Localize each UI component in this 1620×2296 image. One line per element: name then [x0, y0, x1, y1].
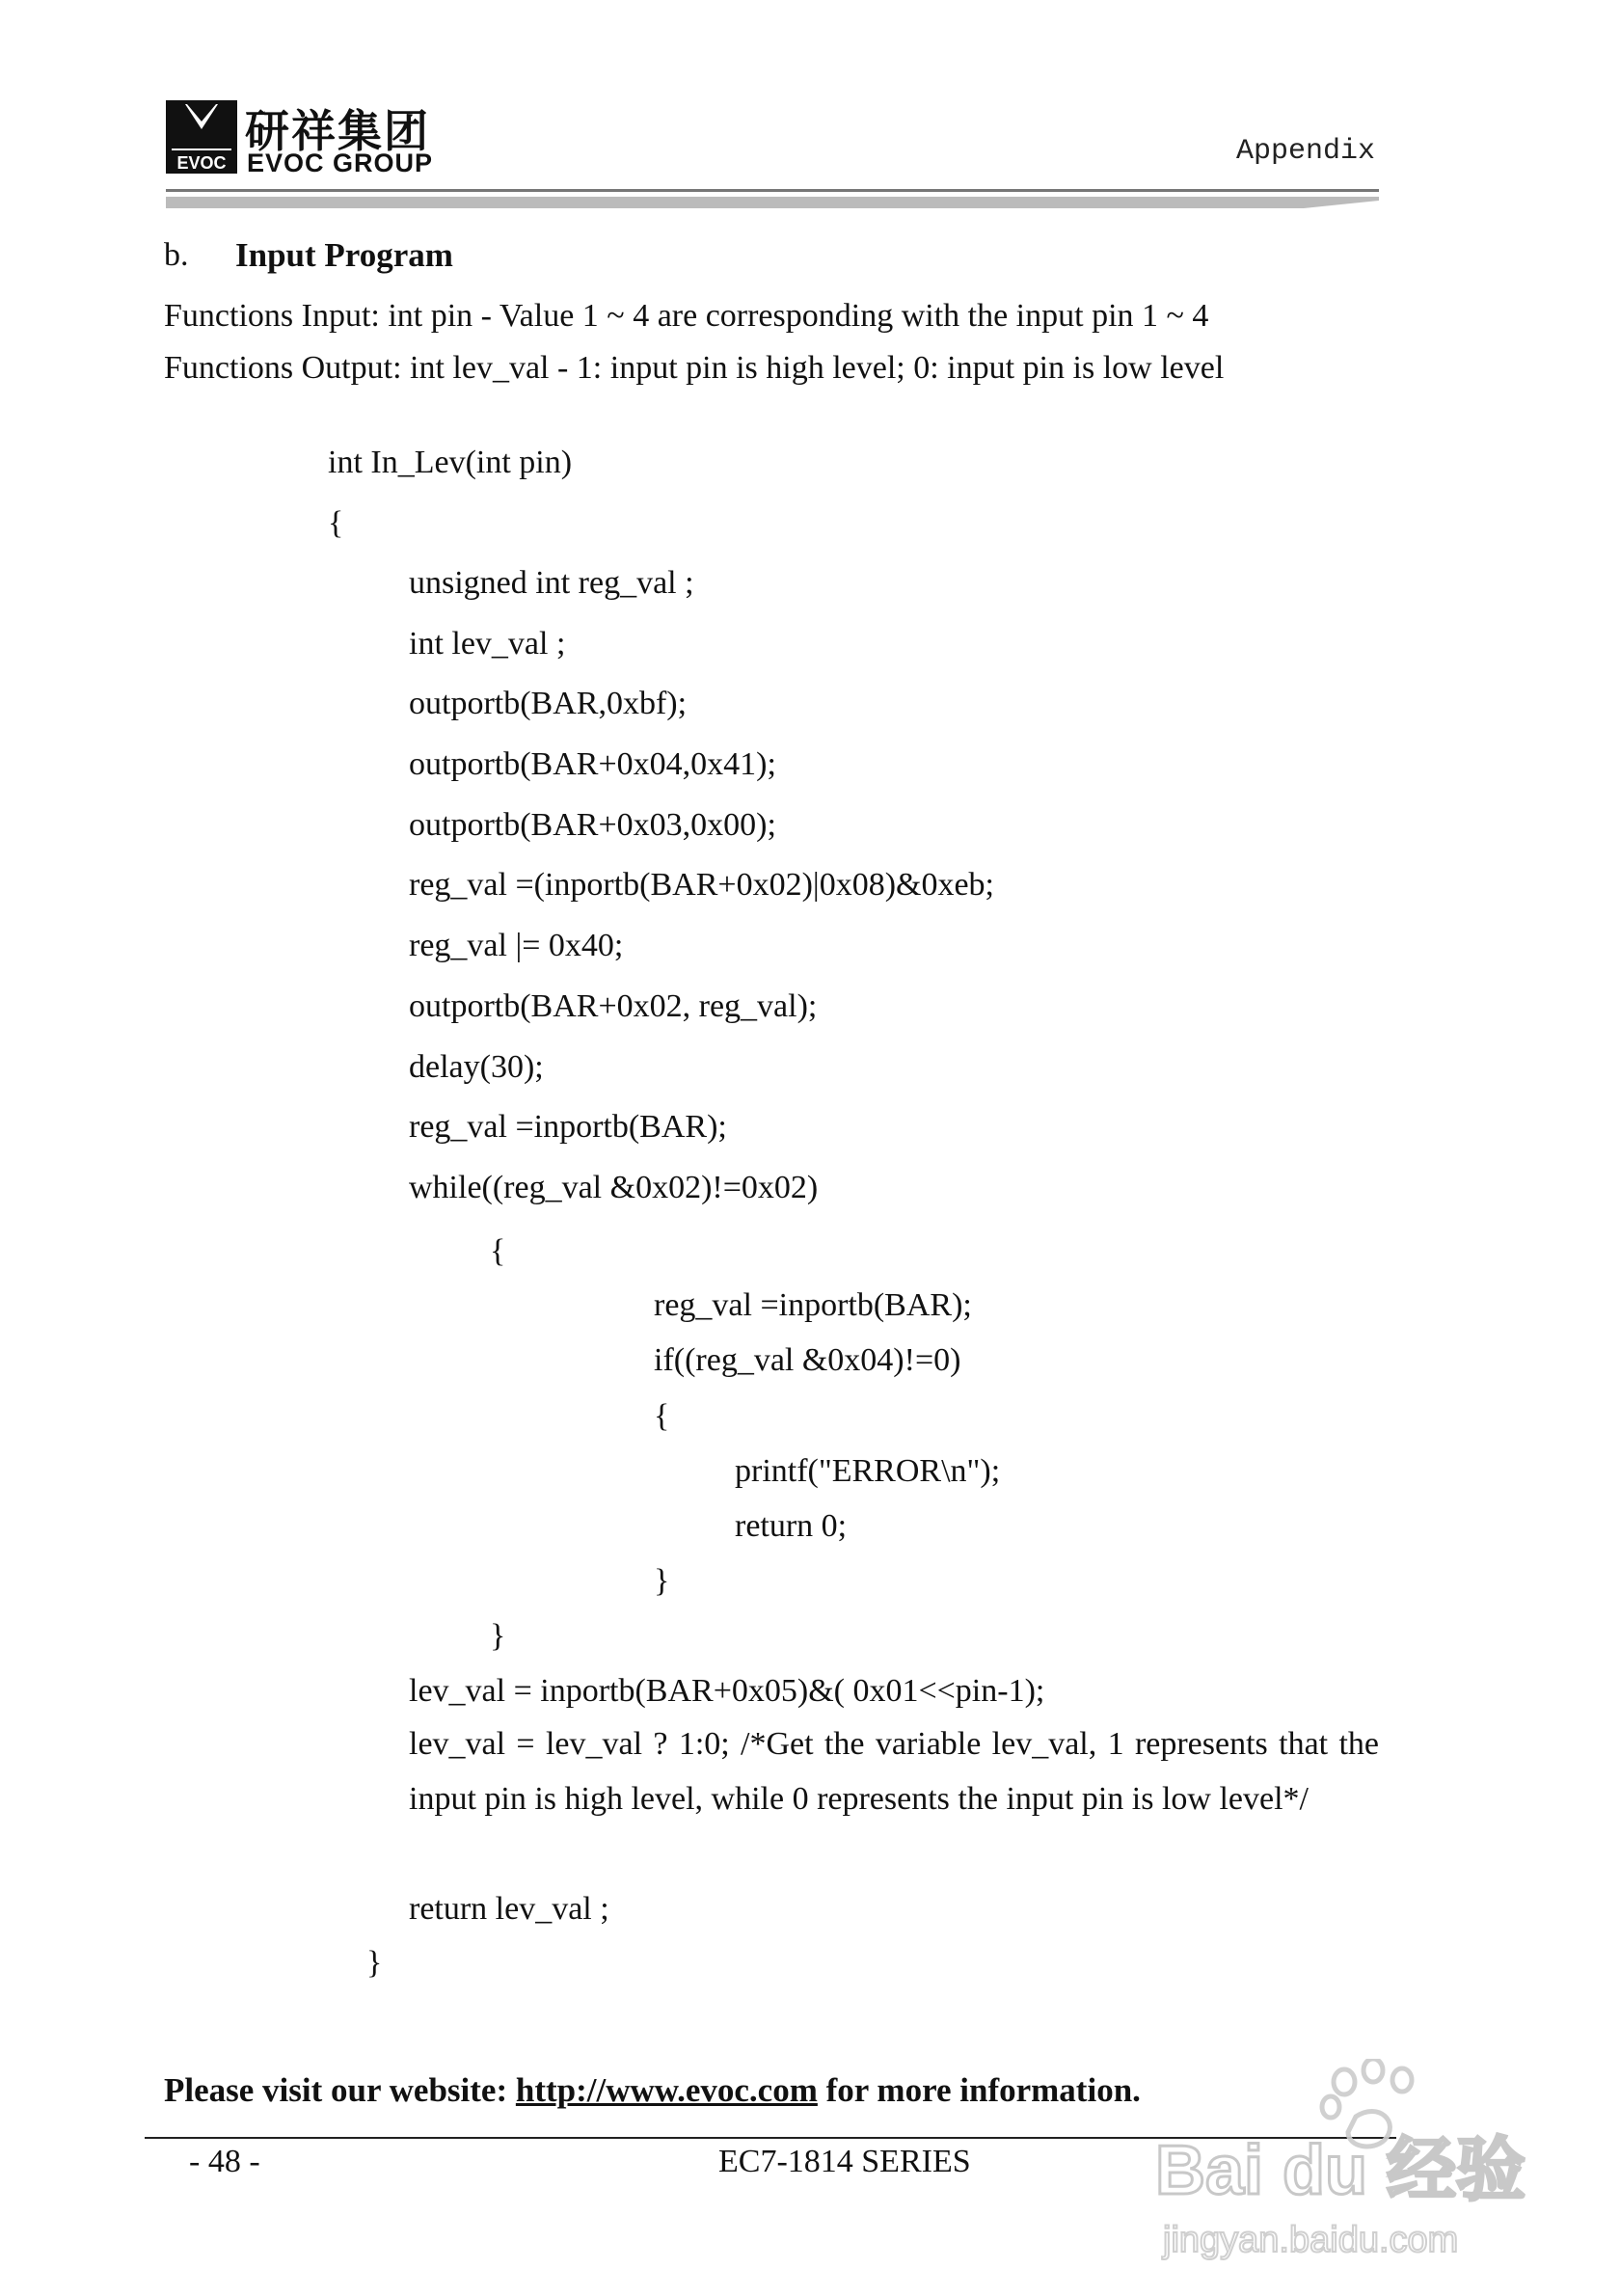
section-title: Appendix	[1235, 135, 1375, 168]
logo-chinese-name: 研祥集团	[245, 105, 430, 157]
header-rule	[166, 189, 1379, 208]
functions-input-text: Functions Input: int pin - Value 1 ~ 4 are corresponding with the input pin 1 ~ 4	[164, 298, 1209, 334]
page-number: - 48 -	[189, 2144, 260, 2179]
code-line: reg_val =inportb(BAR);	[654, 1287, 972, 1323]
website-notice-suffix: for more information.	[817, 2071, 1141, 2109]
code-line: outportb(BAR+0x02, reg_val);	[409, 988, 818, 1024]
code-line: {	[654, 1398, 670, 1434]
svg-text:EVOC: EVOC	[176, 153, 227, 173]
section-heading: Input Program	[235, 236, 453, 274]
code-line: if((reg_val &0x04)!=0)	[654, 1342, 961, 1378]
code-line: }	[654, 1563, 670, 1599]
evoc-logo	[166, 100, 455, 177]
code-line: printf("ERROR\n");	[735, 1453, 1001, 1489]
website-notice-prefix: Please visit our website:	[164, 2071, 516, 2109]
code-line: int lev_val ;	[409, 626, 566, 662]
code-line: delay(30);	[409, 1049, 544, 1085]
code-line: while((reg_val &0x02)!=0x02)	[409, 1170, 819, 1205]
code-line: outportb(BAR+0x03,0x00);	[409, 807, 776, 843]
svg-text:jingyan.baidu.com: jingyan.baidu.com	[1163, 2220, 1459, 2260]
evoc-logo-mark-icon	[166, 100, 237, 174]
baidu-watermark	[1149, 2059, 1535, 2271]
website-notice	[164, 2071, 1141, 2110]
code-line: }	[490, 1618, 506, 1654]
code-line: {	[328, 505, 344, 541]
code-line: outportb(BAR+0x04,0x41);	[409, 746, 776, 782]
code-line: reg_val =(inportb(BAR+0x02)|0x08)&0xeb;	[409, 867, 995, 903]
code-line: reg_val =inportb(BAR);	[409, 1109, 727, 1145]
svg-text:Bai du 经验: Bai du 经验	[1155, 2132, 1526, 2209]
code-line: return 0;	[735, 1508, 848, 1544]
website-link[interactable]: http://www.evoc.com	[515, 2071, 818, 2109]
logo-english-name: EVOC GROUP	[247, 149, 434, 177]
code-line: lev_val = inportb(BAR+0x05)&( 0x01<<pin-1);	[409, 1673, 1045, 1709]
code-line: outportb(BAR,0xbf);	[409, 686, 688, 721]
section-label: b.	[164, 237, 189, 273]
code-line-comment: lev_val = lev_val ? 1:0; /*Get the variable lev_val, 1 represents that the input pin is high level, while 0 represents the input pin is low level*/	[409, 1726, 1379, 1817]
code-line: int In_Lev(int pin)	[328, 445, 573, 480]
code-line: unsigned int reg_val ;	[409, 565, 694, 601]
code-line: {	[490, 1233, 506, 1269]
product-series: EC7-1814 SERIES	[718, 2144, 971, 2179]
functions-output-text: Functions Output: int lev_val - 1: input pin is high level; 0: input pin is low level	[164, 350, 1225, 386]
code-line: return lev_val ;	[409, 1891, 609, 1927]
code-line: reg_val |= 0x40;	[409, 928, 624, 963]
code-line: }	[366, 1945, 383, 1981]
